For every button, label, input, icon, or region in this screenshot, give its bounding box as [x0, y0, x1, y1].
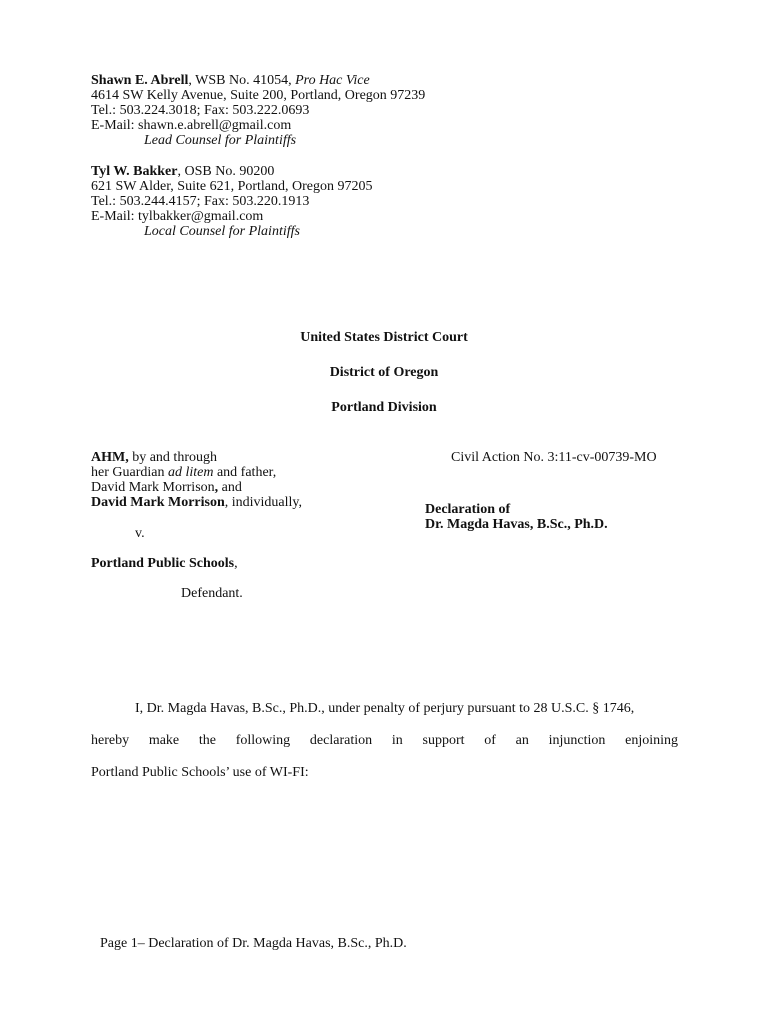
lead-counsel-address: 4614 SW Kelly Avenue, Suite 200, Portland, Oregon 97239: [91, 88, 426, 103]
defendant-name: Portland Public Schools: [91, 556, 235, 571]
defendant-comma: ,: [234, 556, 238, 571]
plaintiff-line4-post: , individually,: [224, 495, 303, 510]
lead-counsel-email: E-Mail: shawn.e.abrell@gmail.com: [91, 118, 292, 133]
court-name: United States District Court: [300, 330, 468, 345]
lead-counsel-phone: Tel.: 503.224.3018; Fax: 503.222.0693: [91, 103, 310, 118]
plaintiff-line3: David Mark Morrison: [91, 480, 215, 495]
court-district: District of Oregon: [329, 365, 439, 380]
local-counsel-phone: Tel.: 503.244.4157; Fax: 503.220.1913: [91, 194, 310, 209]
local-counsel-email: E-Mail: tylbakker@gmail.com: [91, 209, 264, 224]
ad-litem: ad litem: [167, 465, 214, 480]
declaration-line2: hereby make the following declaration in support of an injunction enjoining: [91, 733, 678, 748]
local-counsel-address: 621 SW Alder, Suite 621, Portland, Oregon 97205: [91, 179, 373, 194]
local-counsel-name-line: [91, 164, 591, 179]
defendant-role: Defendant.: [181, 586, 243, 601]
lead-counsel-block: [91, 73, 591, 148]
plaintiff-line3-post: and: [218, 480, 242, 495]
plaintiff-name: AHM,: [91, 450, 129, 465]
lead-counsel-name-line: [91, 73, 591, 88]
document-title-line1: Declaration of: [425, 502, 511, 517]
plaintiff-line3-comma: ,: [214, 480, 219, 495]
plaintiff-line4-name: David Mark Morrison: [91, 495, 225, 510]
local-counsel-name: Tyl W. Bakker: [91, 164, 178, 179]
plaintiff-block: [91, 450, 411, 510]
plaintiff-line2-pre: her Guardian: [91, 465, 168, 480]
local-counsel-bar: , OSB No. 90200: [177, 164, 275, 179]
local-counsel-block: [91, 164, 591, 239]
document-title-line2: Dr. Magda Havas, B.Sc., Ph.D.: [425, 517, 608, 532]
plaintiff-line2-post: and father,: [213, 465, 277, 480]
court-division: Portland Division: [331, 400, 437, 415]
plaintiff-line1: by and through: [128, 450, 217, 465]
lead-counsel-role: Lead Counsel for Plaintiffs: [144, 133, 297, 148]
declaration-line1: [91, 701, 678, 716]
pro-hac-vice: Pro Hac Vice: [295, 73, 370, 88]
lead-counsel-name: Shawn E. Abrell: [91, 73, 189, 88]
declaration-line1-text: I, Dr. Magda Havas, B.Sc., Ph.D., under penalty of perjury pursuant to 28 U.S.C. § 1746,: [135, 701, 635, 716]
declaration-line3: Portland Public Schools’ use of WI-FI:: [91, 765, 309, 780]
lead-counsel-bar: , WSB No. 41054,: [188, 73, 296, 88]
page-footer: Page 1– Declaration of Dr. Magda Havas, B.Sc., Ph.D.: [100, 936, 407, 951]
defendant-line: [91, 556, 238, 571]
document-title: [425, 502, 685, 532]
versus: v.: [135, 526, 145, 541]
local-counsel-role: Local Counsel for Plaintiffs: [144, 224, 300, 239]
case-number: Civil Action No. 3:11-cv-00739-MO: [451, 450, 657, 465]
